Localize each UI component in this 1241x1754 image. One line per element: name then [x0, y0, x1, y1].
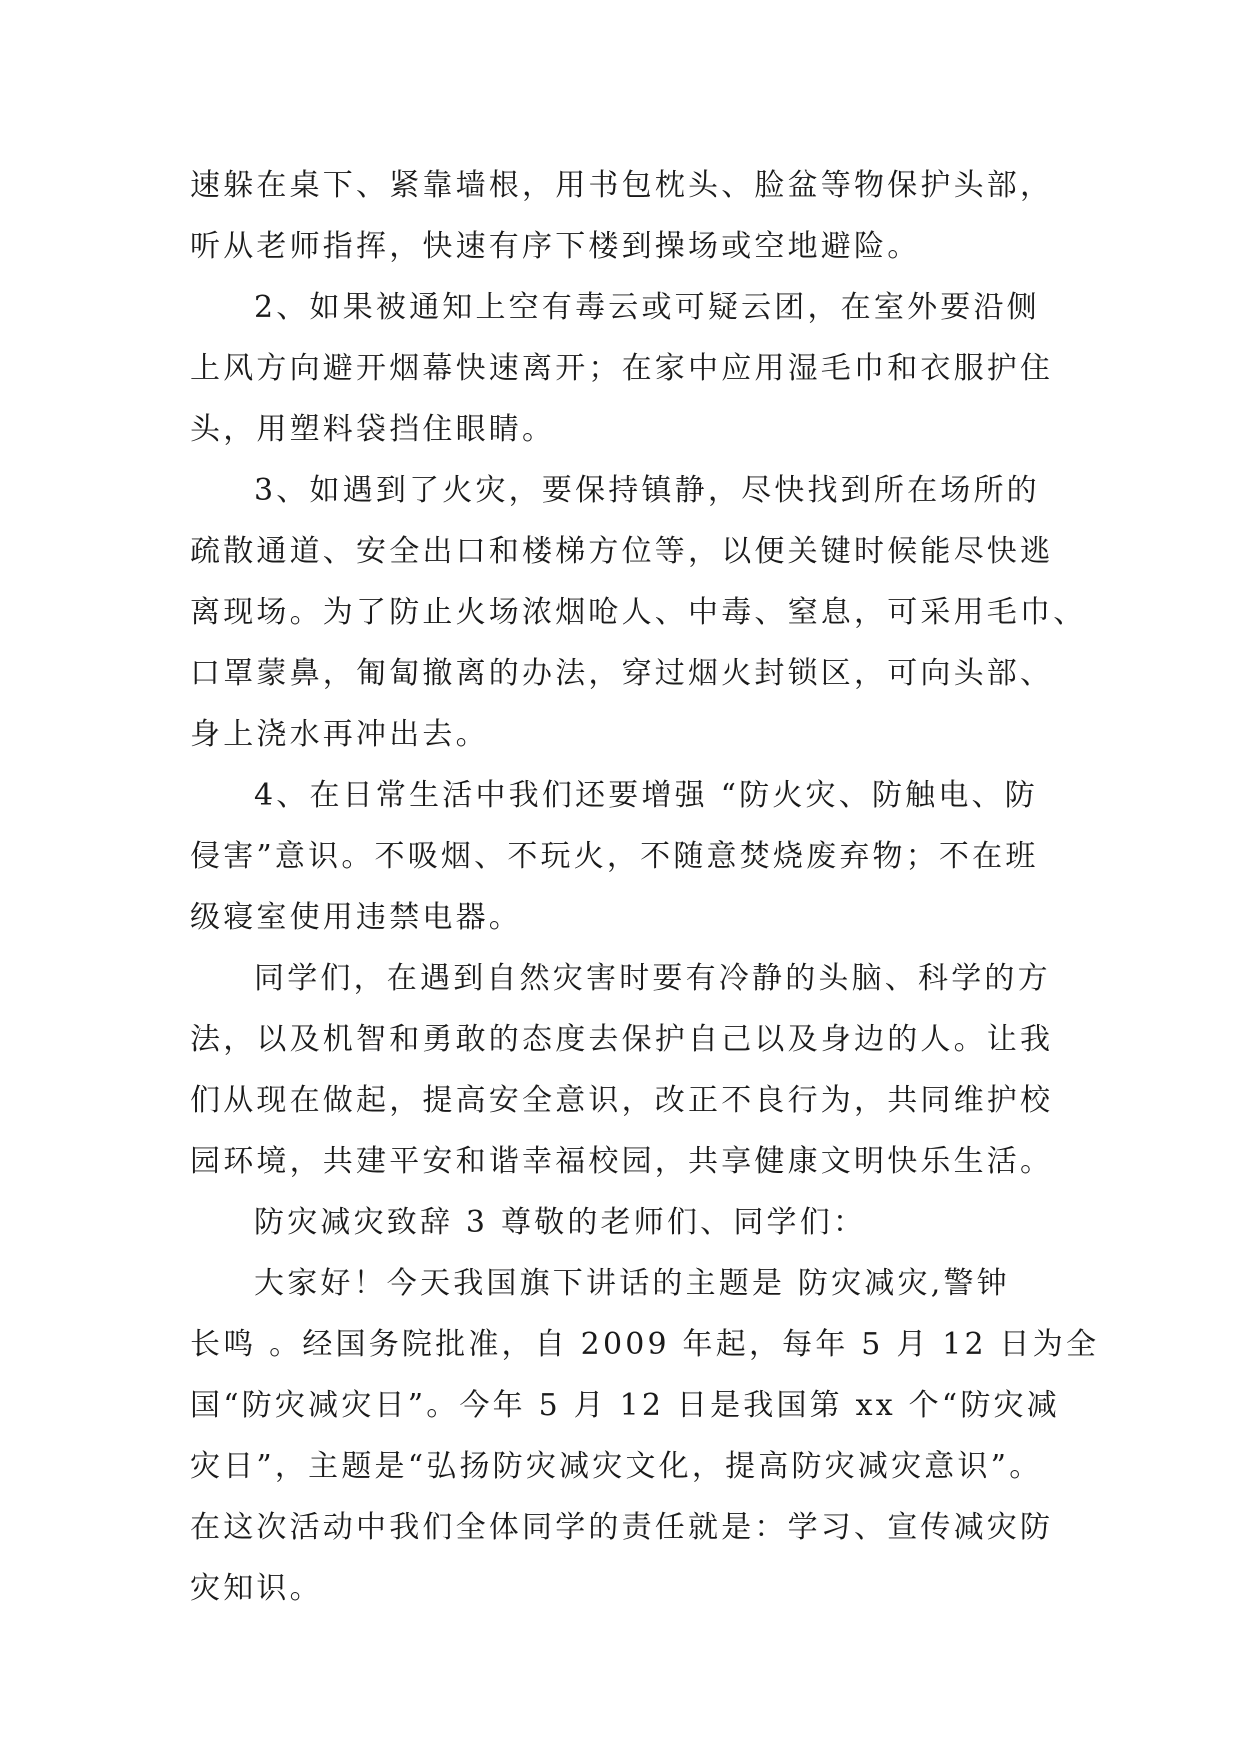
- paragraph-start-line: 3、如遇到了火灾，要保持镇静，尽快找到所在场所的: [254, 473, 1040, 508]
- text-line: 离现场。为了防止火场浓烟呛人、中毒、窒息，可采用毛巾、: [190, 595, 1087, 630]
- body-text: [190, 155, 1100, 1619]
- text-line: 在这次活动中我们全体同学的责任就是：学习、宣传减灾防: [190, 1510, 1054, 1545]
- paragraph-start-line: 大家好！今天我国旗下讲话的主题是 防灾减灾,警钟: [254, 1266, 1010, 1301]
- text-line: 速躲在桌下、紧靠墙根，用书包枕头、脸盆等物保护头部，: [190, 168, 1054, 203]
- text-line: 身上浇水再冲出去。: [190, 717, 489, 752]
- paragraph-start-line: 防灾减灾致辞 3 尊敬的老师们、同学们：: [254, 1205, 867, 1240]
- text-line: 疏散通道、安全出口和楼梯方位等，以便关键时候能尽快逃: [190, 534, 1054, 569]
- text-line: 法，以及机智和勇敢的态度去保护自己以及身边的人。让我: [190, 1022, 1054, 1057]
- text-line: 头，用塑料袋挡住眼睛。: [190, 412, 556, 447]
- paragraph-start-line: 2、如果被通知上空有毒云或可疑云团，在室外要沿侧: [254, 290, 1040, 325]
- text-line: 国“防灾减灾日”。今年 5 月 12 日是我国第 xx 个“防灾减: [190, 1388, 1060, 1423]
- text-line: 级寝室使用违禁电器。: [190, 900, 522, 935]
- text-line: 听从老师指挥，快速有序下楼到操场或空地避险。: [190, 229, 921, 264]
- paragraph-start-line: 同学们，在遇到自然灾害时要有冷静的头脑、科学的方: [254, 961, 1051, 996]
- text-line: 口罩蒙鼻，匍匐撤离的办法，穿过烟火封锁区，可向头部、: [190, 656, 1054, 691]
- text-line: 灾知识。: [190, 1571, 323, 1606]
- text-line: 园环境，共建平安和谐幸福校园，共享健康文明快乐生活。: [190, 1144, 1054, 1179]
- text-line: 长鸣 。经国务院批准，自 2009 年起，每年 5 月 12 日为全: [190, 1327, 1100, 1362]
- text-line: 侵害”意识。不吸烟、不玩火，不随意焚烧废弃物；不在班: [190, 839, 1039, 874]
- text-line: 上风方向避开烟幕快速离开；在家中应用湿毛巾和衣服护住: [190, 351, 1054, 386]
- text-line: 灾日”，主题是“弘扬防灾减灾文化，提高防灾减灾意识”。: [190, 1449, 1043, 1484]
- paragraph-start-line: 4、在日常生活中我们还要增强 “防火灾、防触电、防: [254, 778, 1038, 813]
- text-line: 们从现在做起，提高安全意识，改正不良行为，共同维护校: [190, 1083, 1054, 1118]
